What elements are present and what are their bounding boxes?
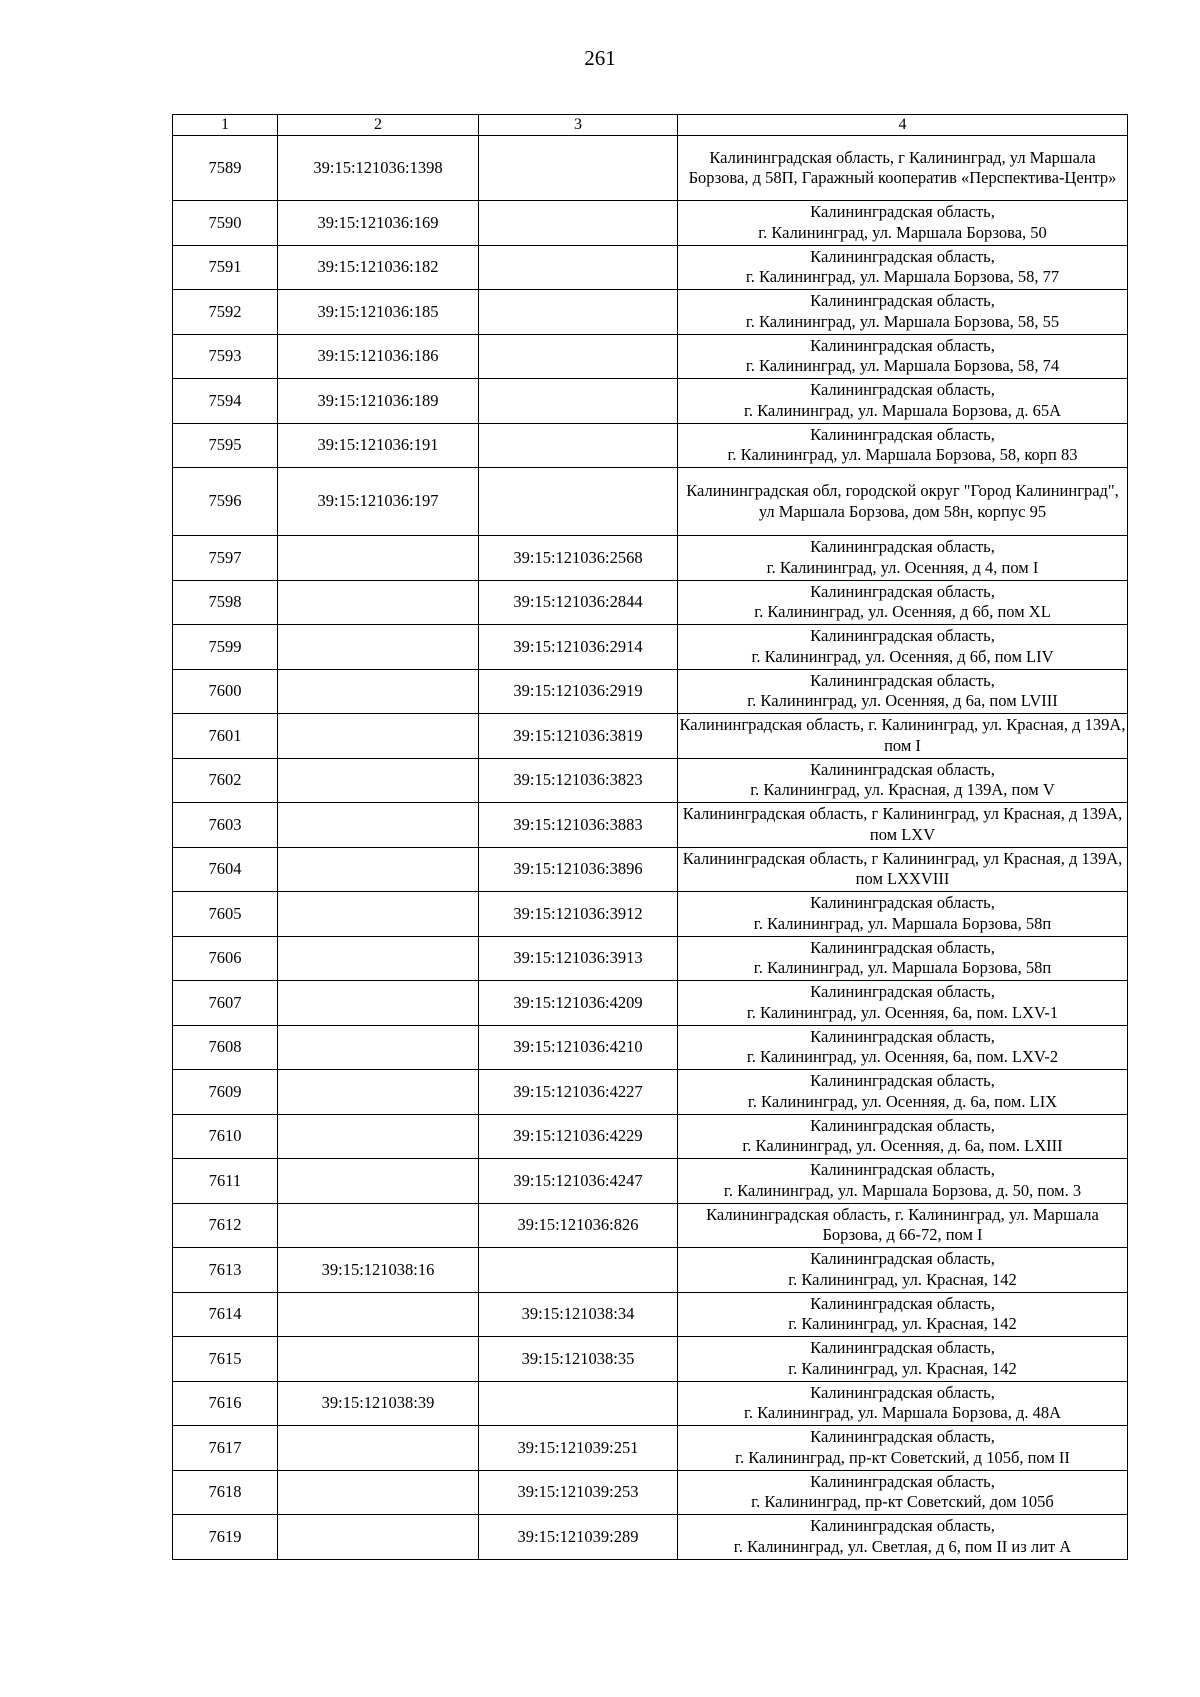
cadastral-number-cell: 39:15:121036:2568 xyxy=(479,536,678,581)
table-row xyxy=(173,1515,1128,1560)
cadastral-number-cell: 39:15:121039:253 xyxy=(479,1470,678,1515)
address-cell: Калининградская область, г. Калининград, ул. Маршала Борзова, 58, 74 xyxy=(678,334,1128,379)
cadastral-number-cell: 39:15:121036:3913 xyxy=(479,936,678,981)
address-cell: Калининградская область, г. Калининград, ул. Маршала Борзова, 58, 55 xyxy=(678,290,1128,335)
cadastral-number-cell xyxy=(278,1159,479,1204)
cadastral-number-cell xyxy=(278,847,479,892)
table-row xyxy=(173,379,1128,424)
table-body xyxy=(173,115,1128,1560)
table-row xyxy=(173,981,1128,1026)
table-row xyxy=(173,669,1128,714)
cadastral-number-cell: 39:15:121036:182 xyxy=(278,245,479,290)
table-row xyxy=(173,334,1128,379)
cadastral-number-cell: 39:15:121038:39 xyxy=(278,1381,479,1426)
cadastral-number-cell: 39:15:121038:16 xyxy=(278,1248,479,1293)
row-number-cell: 7589 xyxy=(173,136,278,201)
address-cell: Калининградская обл, городской округ "Город Калининград", ул Маршала Борзова, дом 58н, корпус 95 xyxy=(678,468,1128,536)
cadastral-number-cell: 39:15:121036:4227 xyxy=(479,1070,678,1115)
row-number-cell: 7603 xyxy=(173,803,278,848)
row-number-cell: 7593 xyxy=(173,334,278,379)
row-number-cell: 7595 xyxy=(173,423,278,468)
cadastral-number-cell xyxy=(479,1248,678,1293)
address-cell: Калининградская область, г. Калининград, ул. Красная, д 139А, пом V xyxy=(678,758,1128,803)
cadastral-number-cell xyxy=(278,580,479,625)
address-cell: Калининградская область, г. Калининград, ул. Маршала Борзова, 58п xyxy=(678,892,1128,937)
cadastral-number-cell: 39:15:121036:2914 xyxy=(479,625,678,670)
table-row xyxy=(173,136,1128,201)
row-number-cell: 7599 xyxy=(173,625,278,670)
cadastral-number-cell xyxy=(278,669,479,714)
table-row xyxy=(173,847,1128,892)
row-number-cell: 7598 xyxy=(173,580,278,625)
row-number-cell: 7597 xyxy=(173,536,278,581)
address-cell: Калининградская область, г Калининград, ул Маршала Борзова, д 58П, Гаражный кооператив «Перспектива-Центр» xyxy=(678,136,1128,201)
cadastral-number-cell xyxy=(278,936,479,981)
row-number-cell: 7610 xyxy=(173,1114,278,1159)
header-col-2: 2 xyxy=(278,115,479,136)
cadastral-number-cell: 39:15:121036:2919 xyxy=(479,669,678,714)
cadastral-number-cell xyxy=(479,379,678,424)
cadastral-number-cell xyxy=(479,245,678,290)
cadastral-number-cell xyxy=(479,468,678,536)
table-row xyxy=(173,1470,1128,1515)
cadastral-number-cell xyxy=(278,892,479,937)
cadastral-number-cell xyxy=(278,1337,479,1382)
table-row xyxy=(173,1248,1128,1293)
table-row xyxy=(173,580,1128,625)
cadastral-number-cell xyxy=(278,625,479,670)
table-row xyxy=(173,714,1128,759)
row-number-cell: 7591 xyxy=(173,245,278,290)
table-row xyxy=(173,1381,1128,1426)
cadastral-number-cell xyxy=(278,1292,479,1337)
cadastral-number-cell xyxy=(278,714,479,759)
address-cell: Калининградская область, г. Калининград, ул. Осенняя, д 6а, пом LVIII xyxy=(678,669,1128,714)
row-number-cell: 7608 xyxy=(173,1025,278,1070)
row-number-cell: 7612 xyxy=(173,1203,278,1248)
row-number-cell: 7614 xyxy=(173,1292,278,1337)
cadastral-number-cell: 39:15:121036:3912 xyxy=(479,892,678,937)
row-number-cell: 7607 xyxy=(173,981,278,1026)
table-row xyxy=(173,245,1128,290)
address-cell: Калининградская область, г. Калининград, ул. Светлая, д 6, пом II из лит А xyxy=(678,1515,1128,1560)
table-row xyxy=(173,803,1128,848)
row-number-cell: 7600 xyxy=(173,669,278,714)
table-row xyxy=(173,1337,1128,1382)
address-cell: Калининградская область, г. Калининград, ул. Маршала Борзова, д. 50, пом. 3 xyxy=(678,1159,1128,1204)
cadastral-number-cell: 39:15:121038:34 xyxy=(479,1292,678,1337)
address-cell: Калининградская область, г Калининград, ул Красная, д 139А, пом LXV xyxy=(678,803,1128,848)
address-cell: Калининградская область, г. Калининград, ул. Красная, 142 xyxy=(678,1337,1128,1382)
header-col-4: 4 xyxy=(678,115,1128,136)
cadastral-number-cell: 39:15:121036:4247 xyxy=(479,1159,678,1204)
row-number-cell: 7606 xyxy=(173,936,278,981)
row-number-cell: 7615 xyxy=(173,1337,278,1382)
cadastral-number-cell: 39:15:121038:35 xyxy=(479,1337,678,1382)
cadastral-number-cell xyxy=(479,334,678,379)
address-cell: Калининградская область, г. Калининград, ул. Осенняя, д. 6а, пом. LIX xyxy=(678,1070,1128,1115)
table-row xyxy=(173,1292,1128,1337)
cadastral-number-cell: 39:15:121036:185 xyxy=(278,290,479,335)
address-cell: Калининградская область, г. Калининград, пр-кт Советский, д 105б, пом II xyxy=(678,1426,1128,1471)
address-cell: Калининградская область, г. Калининград, ул. Маршала Борзова, 58, 77 xyxy=(678,245,1128,290)
table-row xyxy=(173,758,1128,803)
cadastral-number-cell xyxy=(278,1114,479,1159)
row-number-cell: 7590 xyxy=(173,201,278,246)
address-cell: Калининградская область, г. Калининград, ул. Маршала Борзова, д. 48А xyxy=(678,1381,1128,1426)
cadastral-number-cell: 39:15:121036:186 xyxy=(278,334,479,379)
cadastral-number-cell xyxy=(278,758,479,803)
registry-table xyxy=(172,114,1128,1560)
row-number-cell: 7616 xyxy=(173,1381,278,1426)
cadastral-number-cell xyxy=(278,1203,479,1248)
header-col-1: 1 xyxy=(173,115,278,136)
cadastral-number-cell: 39:15:121036:4209 xyxy=(479,981,678,1026)
table-row xyxy=(173,1070,1128,1115)
cadastral-number-cell: 39:15:121036:191 xyxy=(278,423,479,468)
address-cell: Калининградская область, г. Калининград, ул. Маршала Борзова, д 66-72, пом I xyxy=(678,1203,1128,1248)
table-row xyxy=(173,290,1128,335)
address-cell: Калининградская область, г. Калининград, ул. Маршала Борзова, д. 65А xyxy=(678,379,1128,424)
cadastral-number-cell: 39:15:121036:189 xyxy=(278,379,479,424)
address-cell: Калининградская область, г. Калининград, ул. Маршала Борзова, 58, корп 83 xyxy=(678,423,1128,468)
cadastral-number-cell: 39:15:121036:826 xyxy=(479,1203,678,1248)
table-row xyxy=(173,468,1128,536)
address-cell: Калининградская область, г. Калининград, ул. Маршала Борзова, 58п xyxy=(678,936,1128,981)
cadastral-number-cell xyxy=(278,1426,479,1471)
row-number-cell: 7602 xyxy=(173,758,278,803)
cadastral-number-cell: 39:15:121036:197 xyxy=(278,468,479,536)
cadastral-number-cell xyxy=(479,290,678,335)
table-row xyxy=(173,1426,1128,1471)
address-cell: Калининградская область, г. Калининград, ул. Осенняя, д. 6а, пом. LXIII xyxy=(678,1114,1128,1159)
address-cell: Калининградская область, г Калининград, ул Красная, д 139А, пом LXXVIII xyxy=(678,847,1128,892)
table-row xyxy=(173,1025,1128,1070)
address-cell: Калининградская область, г. Калининград, ул. Красная, 142 xyxy=(678,1248,1128,1293)
table-header-row xyxy=(173,115,1128,136)
cadastral-number-cell xyxy=(278,1025,479,1070)
cadastral-number-cell: 39:15:121036:3819 xyxy=(479,714,678,759)
cadastral-number-cell: 39:15:121039:289 xyxy=(479,1515,678,1560)
table-row xyxy=(173,1203,1128,1248)
row-number-cell: 7601 xyxy=(173,714,278,759)
table-row xyxy=(173,536,1128,581)
row-number-cell: 7619 xyxy=(173,1515,278,1560)
cadastral-number-cell xyxy=(479,423,678,468)
header-col-3: 3 xyxy=(479,115,678,136)
cadastral-number-cell: 39:15:121036:3823 xyxy=(479,758,678,803)
row-number-cell: 7613 xyxy=(173,1248,278,1293)
address-cell: Калининградская область, г. Калининград, ул. Осенняя, д 6б, пом XL xyxy=(678,580,1128,625)
address-cell: Калининградская область, г. Калининград, ул. Осенняя, 6а, пом. LXV-1 xyxy=(678,981,1128,1026)
cadastral-number-cell: 39:15:121036:3896 xyxy=(479,847,678,892)
cadastral-number-cell: 39:15:121036:4210 xyxy=(479,1025,678,1070)
cadastral-number-cell xyxy=(278,981,479,1026)
table-row xyxy=(173,423,1128,468)
row-number-cell: 7611 xyxy=(173,1159,278,1204)
cadastral-number-cell: 39:15:121036:169 xyxy=(278,201,479,246)
cadastral-number-cell xyxy=(278,803,479,848)
page-number: 261 xyxy=(584,46,616,70)
address-cell: Калининградская область, г. Калининград, ул. Маршала Борзова, 50 xyxy=(678,201,1128,246)
address-cell: Калининградская область, г. Калининград, пр-кт Советский, дом 105б xyxy=(678,1470,1128,1515)
row-number-cell: 7596 xyxy=(173,468,278,536)
row-number-cell: 7618 xyxy=(173,1470,278,1515)
cadastral-number-cell xyxy=(479,1381,678,1426)
cadastral-number-cell: 39:15:121036:3883 xyxy=(479,803,678,848)
address-cell: Калининградская область, г. Калининград, ул. Осенняя, 6а, пом. LXV-2 xyxy=(678,1025,1128,1070)
address-cell: Калининградская область, г. Калининград, ул. Осенняя, д 6б, пом LIV xyxy=(678,625,1128,670)
address-cell: Калининградская область, г. Калининград, ул. Красная, 142 xyxy=(678,1292,1128,1337)
table-row xyxy=(173,892,1128,937)
cadastral-number-cell xyxy=(278,1515,479,1560)
row-number-cell: 7604 xyxy=(173,847,278,892)
row-number-cell: 7609 xyxy=(173,1070,278,1115)
table-row xyxy=(173,1159,1128,1204)
row-number-cell: 7594 xyxy=(173,379,278,424)
row-number-cell: 7617 xyxy=(173,1426,278,1471)
table-row xyxy=(173,936,1128,981)
cadastral-number-cell: 39:15:121036:1398 xyxy=(278,136,479,201)
table-row xyxy=(173,625,1128,670)
cadastral-number-cell xyxy=(479,136,678,201)
cadastral-number-cell xyxy=(278,1470,479,1515)
cadastral-number-cell xyxy=(479,201,678,246)
cadastral-number-cell: 39:15:121036:2844 xyxy=(479,580,678,625)
row-number-cell: 7592 xyxy=(173,290,278,335)
table-row xyxy=(173,201,1128,246)
cadastral-number-cell xyxy=(278,536,479,581)
table-row xyxy=(173,1114,1128,1159)
cadastral-number-cell xyxy=(278,1070,479,1115)
cadastral-number-cell: 39:15:121039:251 xyxy=(479,1426,678,1471)
address-cell: Калининградская область, г. Калининград, ул. Осенняя, д 4, пом I xyxy=(678,536,1128,581)
cadastral-number-cell: 39:15:121036:4229 xyxy=(479,1114,678,1159)
row-number-cell: 7605 xyxy=(173,892,278,937)
address-cell: Калининградская область, г. Калининград, ул. Красная, д 139А, пом I xyxy=(678,714,1128,759)
